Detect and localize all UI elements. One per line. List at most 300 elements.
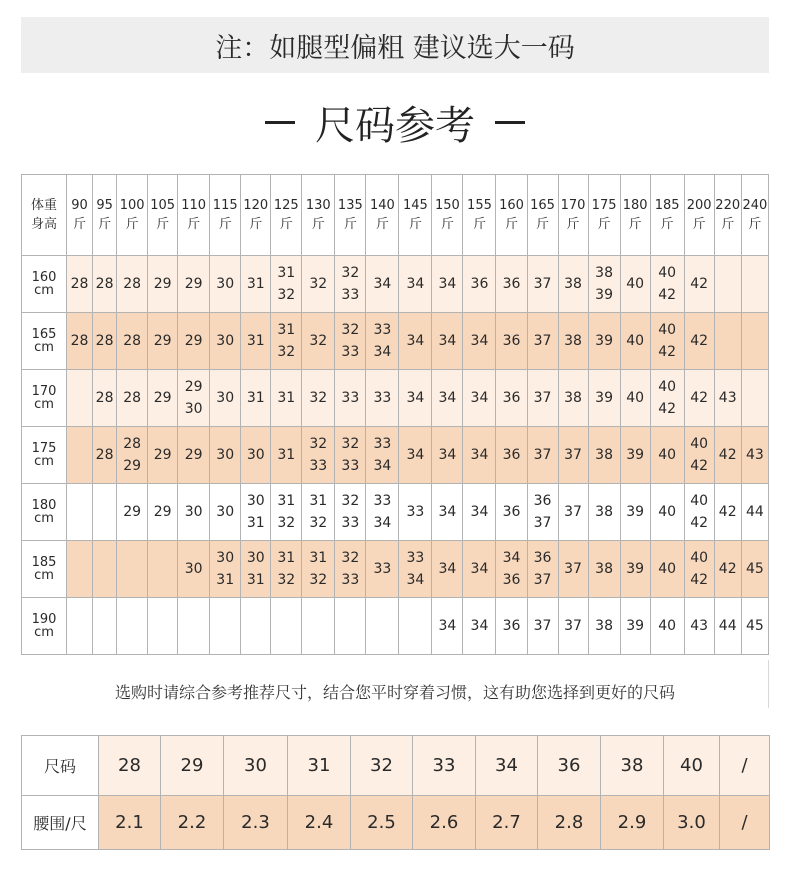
weight-value: 110 [181, 198, 207, 213]
size-cell [366, 313, 399, 370]
size-cell [148, 541, 178, 598]
weight-header-cell [496, 175, 527, 256]
weight-value: 120 [243, 198, 269, 213]
size-value: 37 [564, 504, 582, 520]
size-cell [650, 541, 684, 598]
size-cell [650, 256, 684, 313]
weight-header-cell [620, 175, 650, 256]
size-cell [335, 427, 366, 484]
size-cell [241, 313, 271, 370]
height-value: 170 [31, 384, 57, 399]
weight-unit: 斤 [597, 217, 611, 232]
size-cell [241, 541, 271, 598]
size-value: 37 [533, 447, 552, 463]
size-value: 36 37 [533, 493, 552, 531]
size-value: 36 [502, 447, 521, 463]
size-cell [335, 313, 366, 370]
size-value: 34 [470, 447, 489, 463]
size-cell [302, 427, 335, 484]
size-cell [684, 427, 714, 484]
size-cell [432, 370, 463, 427]
size-value: 42 [718, 561, 737, 577]
size-cell [588, 313, 620, 370]
size-value: 30 31 [246, 493, 265, 531]
weight-value: 180 [622, 198, 648, 213]
size-cell [117, 427, 148, 484]
weight-value: 145 [402, 198, 428, 213]
size-value: 40 42 [658, 322, 677, 360]
size-cell [463, 484, 496, 541]
size-row-170 [22, 370, 769, 427]
weight-value: 185 [654, 198, 680, 213]
size-value: 29 [153, 333, 172, 349]
weight-header-cell [241, 175, 271, 256]
note-divider [768, 660, 769, 708]
size-value: 34 [438, 276, 457, 292]
weight-unit: 斤 [218, 217, 232, 232]
waist-value-cell [351, 796, 413, 850]
size-value: 33 34 [373, 493, 392, 531]
corner-cell [22, 175, 67, 256]
weight-unit: 斤 [375, 217, 389, 232]
weight-unit: 斤 [408, 217, 422, 232]
size-value: 34 [470, 504, 489, 520]
size-value: 36 [502, 276, 521, 292]
weight-header-cell [67, 175, 93, 256]
size-cell [399, 313, 432, 370]
size-value: 36 [502, 504, 521, 520]
size-cell [148, 598, 178, 655]
waist-value-cell [538, 796, 601, 850]
size-cell [650, 313, 684, 370]
size-cell [496, 484, 527, 541]
size-cell [684, 313, 714, 370]
size-cell [241, 598, 271, 655]
waist-value: 2.6 [429, 812, 459, 833]
size-cell [714, 427, 741, 484]
size-cell [527, 427, 558, 484]
waist-value-cell [476, 796, 538, 850]
size-cell [620, 541, 650, 598]
size-row-165 [22, 313, 769, 370]
weight-value: 90 [71, 198, 88, 213]
weight-unit: 斤 [748, 217, 762, 232]
size-cell [620, 313, 650, 370]
size-value: 32 [309, 390, 328, 406]
weight-value: 170 [560, 198, 586, 213]
height-label-cell [22, 313, 67, 370]
waist-size-cell [288, 736, 351, 796]
size-label: 尺码 [43, 757, 76, 776]
weight-value: 150 [435, 198, 460, 213]
waist-size-cell [664, 736, 720, 796]
waist-label: 腰围/尺 [33, 814, 87, 833]
size-cell [67, 256, 93, 313]
size-value: 31 32 [309, 493, 328, 531]
size-value: 29 [184, 333, 203, 349]
size-cell [527, 256, 558, 313]
waist-size-cell [476, 736, 538, 796]
size-value: 34 [470, 618, 489, 634]
weight-value: 100 [119, 198, 145, 213]
height-value: 185 [31, 555, 57, 570]
sizing-note [21, 672, 769, 710]
weight-unit: 斤 [628, 217, 642, 232]
weight-header-cell [302, 175, 335, 256]
size-value: 32 [309, 276, 328, 292]
size-value: 37 [533, 618, 552, 634]
size-value: 34 36 [502, 550, 521, 588]
waist-size-cell [720, 736, 770, 796]
size-cell [741, 598, 768, 655]
weight-header-cell [366, 175, 399, 256]
size-value: 28 [95, 390, 114, 406]
size-cell [650, 370, 684, 427]
size-value: 31 [277, 390, 296, 406]
size-cell [714, 541, 741, 598]
size-value: 29 [184, 447, 203, 463]
size-cell [302, 370, 335, 427]
size-cell [399, 541, 432, 598]
size-cell [335, 370, 366, 427]
size-cell [117, 370, 148, 427]
size-value: 40 [658, 447, 677, 463]
size-value: 28 [95, 276, 114, 292]
size-cell [148, 313, 178, 370]
size-value: 30 [244, 755, 267, 776]
weight-value: 115 [212, 198, 238, 213]
size-cell [620, 427, 650, 484]
height-value: 190 [31, 612, 57, 627]
size-value: 39 [595, 390, 613, 406]
title-dash-left [265, 121, 295, 124]
size-cell [93, 370, 117, 427]
size-value: 39 [595, 333, 613, 349]
size-value: 34 [438, 390, 457, 406]
weight-value: 165 [530, 198, 555, 213]
size-value: 29 30 [184, 379, 203, 417]
size-value: / [741, 755, 748, 776]
size-cell [93, 598, 117, 655]
size-value: 38 [595, 618, 613, 634]
size-cell [271, 256, 302, 313]
waist-value-cell [224, 796, 288, 850]
size-value: 32 33 [341, 436, 360, 474]
size-value: 29 [153, 276, 172, 292]
size-cell [148, 370, 178, 427]
waist-value: 2.2 [177, 812, 207, 833]
height-value: 175 [31, 441, 57, 456]
size-value: 38 [564, 390, 582, 406]
weight-value: 140 [369, 198, 395, 213]
size-cell [684, 598, 714, 655]
size-value: 34 [406, 390, 425, 406]
size-value: 34 [406, 276, 425, 292]
size-cell [588, 256, 620, 313]
size-value: 42 [690, 390, 709, 406]
waist-size-cell [99, 736, 161, 796]
weight-header-cell [650, 175, 684, 256]
size-value: 30 [216, 390, 235, 406]
size-value: 34 [438, 504, 457, 520]
size-value: 33 [373, 390, 392, 406]
size-value: 33 34 [406, 550, 425, 588]
size-cell [302, 256, 335, 313]
size-value: 28 [123, 333, 142, 349]
waist-size-cell [413, 736, 476, 796]
size-cell [335, 541, 366, 598]
size-value: 32 33 [341, 322, 360, 360]
size-cell [210, 370, 241, 427]
title-dash-right [495, 121, 525, 124]
size-value: 31 [246, 276, 265, 292]
size-cell [432, 256, 463, 313]
size-value: 30 [184, 561, 203, 577]
size-value: 38 [595, 561, 613, 577]
size-value: 33 [373, 561, 392, 577]
size-cell [463, 541, 496, 598]
weight-unit: 斤 [249, 217, 263, 232]
notice-banner [21, 17, 769, 73]
size-cell [148, 484, 178, 541]
size-cell [620, 370, 650, 427]
size-cell [463, 427, 496, 484]
height-unit: cm [34, 568, 54, 583]
size-cell [527, 541, 558, 598]
size-cell [271, 541, 302, 598]
size-value: 31 32 [277, 550, 296, 588]
weight-header-cell [714, 175, 741, 256]
size-value: 34 [495, 755, 518, 776]
waist-value-cell [161, 796, 224, 850]
weight-unit: 斤 [504, 217, 518, 232]
weight-unit: 斤 [721, 217, 735, 232]
size-cell [210, 598, 241, 655]
waist-value: 3.0 [677, 812, 706, 833]
weight-header-cell [210, 175, 241, 256]
size-value: 34 [438, 618, 457, 634]
size-value: 31 [246, 390, 265, 406]
height-unit: cm [34, 625, 54, 640]
size-value: 38 [564, 276, 582, 292]
size-cell [210, 313, 241, 370]
size-value: 45 [745, 618, 764, 634]
size-value: 42 [718, 504, 737, 520]
size-value: 34 [438, 333, 457, 349]
height-unit: cm [34, 340, 54, 355]
size-cell [93, 484, 117, 541]
waist-value: 2.4 [304, 812, 334, 833]
size-cell [558, 598, 588, 655]
size-cell [588, 427, 620, 484]
weight-unit: 斤 [279, 217, 293, 232]
size-cell [117, 484, 148, 541]
weight-header-cell [335, 175, 366, 256]
size-cell [178, 313, 210, 370]
size-cell [271, 484, 302, 541]
weight-unit: 斤 [311, 217, 325, 232]
size-value: 30 [216, 333, 235, 349]
weight-value: 155 [467, 198, 492, 213]
size-cell [399, 256, 432, 313]
size-cell [366, 541, 399, 598]
size-cell [588, 370, 620, 427]
weight-header-row [22, 175, 769, 256]
size-cell [714, 256, 741, 313]
waist-value-cell [413, 796, 476, 850]
size-value: 43 [690, 618, 709, 634]
waist-size-cell [538, 736, 601, 796]
size-value: 40 [658, 618, 677, 634]
size-cell [67, 313, 93, 370]
size-cell [366, 370, 399, 427]
size-cell [741, 541, 768, 598]
size-row-190 [22, 598, 769, 655]
weight-header-cell [93, 175, 117, 256]
waist-value: 2.7 [492, 812, 521, 833]
size-row-175 [22, 427, 769, 484]
height-label-cell [22, 256, 67, 313]
size-cell [714, 370, 741, 427]
weight-header-cell [741, 175, 768, 256]
size-label-cell [22, 736, 99, 796]
size-value: 37 [533, 333, 552, 349]
size-value: 38 [564, 333, 582, 349]
size-cell [650, 598, 684, 655]
size-value: 40 42 [658, 379, 677, 417]
size-value: 34 [470, 561, 489, 577]
size-cell [399, 427, 432, 484]
size-value: 42 [690, 276, 709, 292]
weight-value: 135 [337, 198, 363, 213]
size-value: 30 31 [216, 550, 235, 588]
size-cell [558, 541, 588, 598]
size-value: 34 [470, 333, 489, 349]
waist-label-cell [22, 796, 99, 850]
size-value: 33 34 [373, 436, 392, 474]
size-cell [432, 484, 463, 541]
size-cell [178, 370, 210, 427]
corner-height-label: 身高 [31, 217, 58, 232]
size-row [22, 736, 770, 796]
size-value: 36 [502, 390, 521, 406]
size-value: 34 [438, 561, 457, 577]
size-value: 40 42 [658, 265, 677, 303]
size-value: 31 [307, 755, 331, 776]
size-value: 34 [470, 390, 489, 406]
size-value: 31 32 [277, 265, 296, 303]
weight-value: 160 [499, 198, 524, 213]
size-value: 44 [745, 504, 764, 520]
size-cell [366, 484, 399, 541]
size-value: 32 [309, 333, 328, 349]
size-value: 44 [718, 618, 737, 634]
size-cell [527, 370, 558, 427]
size-value: 36 [470, 276, 489, 292]
size-value: 32 33 [341, 550, 360, 588]
weight-unit: 斤 [343, 217, 357, 232]
size-cell [93, 256, 117, 313]
size-value: 39 [626, 618, 645, 634]
size-cell [588, 541, 620, 598]
size-cell [241, 484, 271, 541]
section-title [0, 92, 790, 152]
size-value: 37 [533, 390, 552, 406]
size-cell [741, 484, 768, 541]
size-cell [496, 256, 527, 313]
size-cell [399, 484, 432, 541]
corner-weight-label: 体重 [31, 198, 58, 213]
size-value: 37 [533, 276, 552, 292]
size-cell [241, 256, 271, 313]
weight-header-cell [148, 175, 178, 256]
size-row-180 [22, 484, 769, 541]
size-value: 38 39 [595, 265, 613, 303]
size-value: 31 32 [277, 322, 296, 360]
size-value: 37 [564, 561, 582, 577]
size-cell [496, 427, 527, 484]
size-value: 40 [626, 390, 645, 406]
size-value: 31 [246, 333, 265, 349]
height-unit: cm [34, 397, 54, 412]
height-label-cell [22, 427, 67, 484]
size-cell [558, 313, 588, 370]
weight-value: 175 [591, 198, 617, 213]
height-unit: cm [34, 454, 54, 469]
size-value: 34 [406, 333, 425, 349]
size-cell [496, 598, 527, 655]
height-label-cell [22, 541, 67, 598]
size-cell [496, 370, 527, 427]
size-cell [178, 541, 210, 598]
size-cell [302, 598, 335, 655]
weight-unit: 斤 [187, 217, 201, 232]
waist-value: / [741, 812, 748, 833]
waist-size-cell [224, 736, 288, 796]
size-cell [335, 484, 366, 541]
size-value: 28 [95, 333, 114, 349]
size-cell [302, 313, 335, 370]
size-cell [463, 256, 496, 313]
size-value: 28 [70, 333, 89, 349]
size-value: 30 [216, 447, 235, 463]
waist-value: 2.3 [241, 812, 270, 833]
size-value: 29 [184, 276, 203, 292]
size-value: 40 42 [690, 436, 709, 474]
size-cell [684, 256, 714, 313]
size-cell [399, 370, 432, 427]
size-cell [558, 427, 588, 484]
size-cell [210, 256, 241, 313]
weight-header-cell [558, 175, 588, 256]
size-cell [366, 598, 399, 655]
size-cell [67, 370, 93, 427]
size-cell [67, 484, 93, 541]
height-value: 160 [31, 270, 57, 285]
size-cell [271, 598, 302, 655]
size-cell [650, 484, 684, 541]
size-cell [527, 484, 558, 541]
weight-header-cell [588, 175, 620, 256]
size-cell [527, 598, 558, 655]
weight-value: 130 [305, 198, 331, 213]
size-value: 30 [216, 276, 235, 292]
size-value: 38 [620, 755, 644, 776]
size-cell [741, 313, 768, 370]
size-cell [620, 598, 650, 655]
size-cell [463, 313, 496, 370]
size-cell [714, 598, 741, 655]
